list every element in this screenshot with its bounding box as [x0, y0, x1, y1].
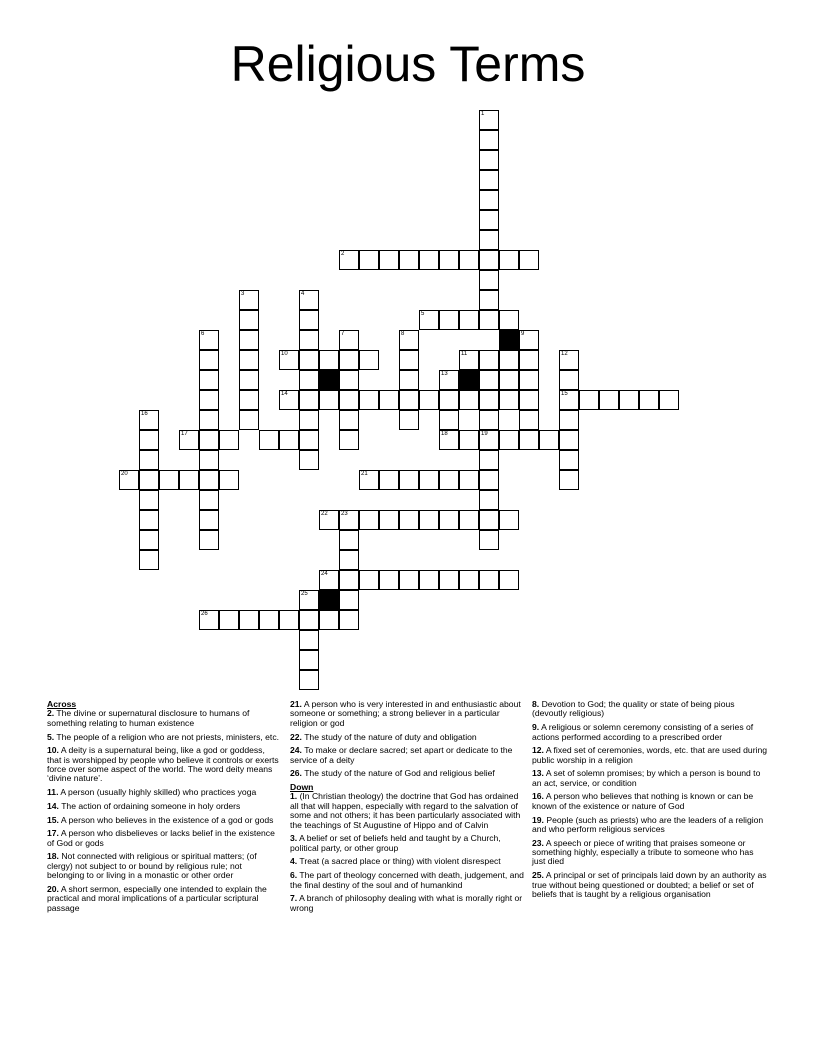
grid-cell[interactable]: [399, 350, 419, 370]
grid-cell[interactable]: [339, 610, 359, 630]
grid-cell[interactable]: [339, 390, 359, 410]
clue-number: 19: [481, 431, 488, 437]
grid-cell[interactable]: [479, 310, 499, 330]
grid-cell[interactable]: [479, 130, 499, 150]
clue-number: 25: [301, 591, 308, 597]
grid-cell[interactable]: [139, 550, 159, 570]
clue-number: 6: [201, 331, 205, 337]
grid-cell[interactable]: [179, 470, 199, 490]
grid-cell[interactable]: [279, 350, 299, 370]
grid-cell[interactable]: [439, 510, 459, 530]
grid-cell[interactable]: [399, 510, 419, 530]
grid-cell[interactable]: [299, 350, 319, 370]
clue-number: 4: [301, 291, 305, 297]
grid-cell[interactable]: [339, 570, 359, 590]
clues-column-1: [47, 700, 281, 917]
clue-item: [290, 733, 526, 742]
clue-number: 26: [201, 611, 208, 617]
clue-item-number: 25.: [532, 870, 544, 881]
grid-cell[interactable]: [299, 590, 319, 610]
clue-item: [532, 792, 768, 811]
grid-cell[interactable]: [459, 570, 479, 590]
clue-number: 7: [341, 331, 345, 337]
grid-cell[interactable]: [179, 430, 199, 450]
across-clue-list-continued: [290, 700, 526, 779]
grid-cell[interactable]: [479, 570, 499, 590]
clue-item-text: The part of theology concerned with death, judgement, and the final destiny of the soul and of humankind: [290, 870, 524, 890]
grid-cell[interactable]: [199, 450, 219, 470]
grid-cell[interactable]: [419, 570, 439, 590]
across-clue-list: [47, 709, 281, 913]
clue-item-number: 4.: [290, 856, 298, 867]
clue-item-text: The study of the nature of God and religious belief: [304, 768, 495, 779]
blocked-cell: [319, 590, 339, 610]
grid-cell[interactable]: [299, 310, 319, 330]
grid-cell[interactable]: [479, 510, 499, 530]
grid-cell[interactable]: [199, 510, 219, 530]
clue-number: 3: [241, 291, 245, 297]
grid-cell[interactable]: [479, 410, 499, 430]
grid-cell[interactable]: [199, 410, 219, 430]
grid-cell[interactable]: [299, 610, 319, 630]
clue-number: 14: [281, 391, 288, 397]
grid-cell[interactable]: [199, 330, 219, 350]
clue-item: [47, 802, 281, 811]
clue-item-number: 11.: [47, 787, 59, 798]
grid-cell[interactable]: [339, 510, 359, 530]
grid-cell[interactable]: [339, 590, 359, 610]
clue-number: 10: [281, 351, 288, 357]
clue-number: 13: [441, 371, 448, 377]
grid-cell[interactable]: [399, 250, 419, 270]
grid-cell[interactable]: [559, 390, 579, 410]
clue-number: 17: [181, 431, 188, 437]
grid-cell[interactable]: [199, 530, 219, 550]
clue-item-text: The study of the nature of duty and obligation: [304, 731, 477, 742]
clue-item-text: A person who believes that nothing is known or can be known of the existence or nature of God: [532, 791, 754, 811]
grid-cell[interactable]: [199, 490, 219, 510]
blocked-cell: [459, 370, 479, 390]
grid-cell[interactable]: [359, 470, 379, 490]
grid-cell[interactable]: [519, 350, 539, 370]
clue-item: [532, 700, 768, 719]
grid-cell[interactable]: [579, 390, 599, 410]
grid-cell[interactable]: [379, 470, 399, 490]
grid-cell[interactable]: [479, 170, 499, 190]
grid-cell[interactable]: [199, 350, 219, 370]
clue-item-text: People (such as priests) who are the leaders of a religion and who perform religious services: [532, 814, 764, 834]
grid-cell[interactable]: [359, 390, 379, 410]
down-heading: Down: [290, 782, 314, 793]
clue-number: 8: [401, 331, 405, 337]
grid-cell[interactable]: [479, 190, 499, 210]
grid-cell[interactable]: [479, 470, 499, 490]
grid-cell[interactable]: [499, 310, 519, 330]
grid-cell[interactable]: [379, 570, 399, 590]
clues-column-3: [532, 700, 768, 904]
grid-cell[interactable]: [279, 390, 299, 410]
clue-item: [47, 746, 281, 784]
grid-cell[interactable]: [239, 330, 259, 350]
grid-cell[interactable]: [439, 410, 459, 430]
grid-cell[interactable]: [359, 350, 379, 370]
clue-item-number: 1.: [290, 791, 298, 802]
grid-cell[interactable]: [239, 610, 259, 630]
down-clue-list-continued: [532, 700, 768, 899]
clue-number: 24: [321, 571, 328, 577]
clue-number: 15: [561, 391, 568, 397]
grid-cell[interactable]: [479, 530, 499, 550]
grid-cell[interactable]: [279, 610, 299, 630]
clue-item-number: 24.: [290, 745, 302, 756]
grid-cell[interactable]: [239, 310, 259, 330]
grid-cell[interactable]: [499, 250, 519, 270]
grid-cell[interactable]: [519, 430, 539, 450]
clue-item: [532, 839, 768, 867]
grid-cell[interactable]: [299, 650, 319, 670]
grid-cell[interactable]: [339, 330, 359, 350]
grid-cell[interactable]: [439, 430, 459, 450]
grid-cell[interactable]: [519, 410, 539, 430]
grid-cell[interactable]: [499, 510, 519, 530]
clue-item-number: 26.: [290, 768, 302, 779]
clue-item-text: A deity is a supernatural being, like a god or goddess, that is worshipped by people who believe it controls or exerts force over some aspect of the world. The word deity means ‘divine nature’.: [47, 745, 279, 784]
grid-cell[interactable]: [419, 250, 439, 270]
grid-cell[interactable]: [239, 370, 259, 390]
grid-cell[interactable]: [139, 490, 159, 510]
grid-cell[interactable]: [599, 390, 619, 410]
grid-cell[interactable]: [479, 390, 499, 410]
grid-cell[interactable]: [299, 670, 319, 690]
clue-item-number: 16.: [532, 791, 544, 802]
clue-item-number: 9.: [532, 722, 540, 733]
grid-cell[interactable]: [399, 470, 419, 490]
grid-cell[interactable]: [139, 430, 159, 450]
grid-cell[interactable]: [339, 410, 359, 430]
grid-cell[interactable]: [299, 290, 319, 310]
grid-cell[interactable]: [459, 510, 479, 530]
clue-item-number: 14.: [47, 800, 59, 811]
grid-cell[interactable]: [159, 470, 179, 490]
grid-cell[interactable]: [399, 410, 419, 430]
grid-cell[interactable]: [319, 510, 339, 530]
clue-item-text: Devotion to God; the quality or state of being pious (devoutly religious): [532, 699, 735, 719]
grid-cell[interactable]: [139, 530, 159, 550]
clue-number: 16: [141, 411, 148, 417]
grid-cell[interactable]: [339, 430, 359, 450]
clue-item: [290, 746, 526, 765]
clue-item: [290, 857, 526, 866]
grid-cell[interactable]: [419, 310, 439, 330]
grid-cell[interactable]: [359, 250, 379, 270]
blocked-cell: [319, 370, 339, 390]
clue-item-number: 18.: [47, 851, 59, 862]
grid-cell[interactable]: [299, 630, 319, 650]
grid-cell[interactable]: [519, 330, 539, 350]
grid-cell[interactable]: [479, 210, 499, 230]
grid-cell[interactable]: [459, 310, 479, 330]
grid-cell[interactable]: [299, 430, 319, 450]
clue-item-text: The action of ordaining someone in holy orders: [61, 800, 241, 811]
grid-cell[interactable]: [499, 390, 519, 410]
grid-cell[interactable]: [439, 390, 459, 410]
grid-cell[interactable]: [479, 490, 499, 510]
grid-cell[interactable]: [479, 450, 499, 470]
clue-item-text: The divine or supernatural disclosure to humans of something relating to human existence: [47, 708, 250, 728]
grid-cell[interactable]: [539, 430, 559, 450]
clue-number: 1: [481, 111, 485, 117]
blocked-cell: [499, 330, 519, 350]
grid-cell[interactable]: [279, 430, 299, 450]
clue-number: 2: [341, 251, 345, 257]
grid-cell[interactable]: [299, 450, 319, 470]
grid-cell[interactable]: [299, 390, 319, 410]
grid-cell[interactable]: [479, 150, 499, 170]
clue-item-number: 13.: [532, 768, 544, 779]
grid-cell[interactable]: [319, 570, 339, 590]
grid-cell[interactable]: [459, 350, 479, 370]
grid-cell[interactable]: [559, 370, 579, 390]
grid-cell[interactable]: [119, 470, 139, 490]
grid-cell[interactable]: [419, 510, 439, 530]
grid-cell[interactable]: [139, 470, 159, 490]
puzzle-title: Religious Terms: [230, 36, 586, 92]
grid-cell[interactable]: [479, 370, 499, 390]
clue-item: [47, 885, 281, 913]
grid-cell[interactable]: [519, 390, 539, 410]
grid-cell[interactable]: [339, 250, 359, 270]
across-heading: Across: [47, 699, 77, 709]
clue-item-number: 22.: [290, 731, 302, 742]
grid-cell[interactable]: [359, 570, 379, 590]
clue-item-text: The people of a religion who are not priests, ministers, etc.: [56, 731, 280, 742]
clue-item: [290, 834, 526, 853]
clue-item: [532, 871, 768, 899]
grid-cell[interactable]: [559, 450, 579, 470]
clue-item-number: 2.: [47, 708, 55, 719]
grid-cell[interactable]: [319, 610, 339, 630]
grid-cell[interactable]: [439, 250, 459, 270]
clue-item-text: A religious or solemn ceremony consisting of a series of actions performed according to a prescribed order: [532, 722, 754, 742]
grid-cell[interactable]: [199, 470, 219, 490]
clue-item-number: 5.: [47, 731, 55, 742]
grid-cell[interactable]: [439, 370, 459, 390]
grid-cell[interactable]: [479, 270, 499, 290]
grid-cell[interactable]: [139, 410, 159, 430]
clue-item-text: Not connected with religious or spiritual matters; (of clergy) not subject to or bound by religious rule; not belonging to or living in a monastic or other order: [47, 851, 257, 881]
grid-cell[interactable]: [399, 570, 419, 590]
grid-cell[interactable]: [459, 390, 479, 410]
grid-cell[interactable]: [499, 430, 519, 450]
grid-cell[interactable]: [219, 470, 239, 490]
clue-item-number: 10.: [47, 745, 59, 756]
grid-cell[interactable]: [459, 470, 479, 490]
grid-cell[interactable]: [339, 370, 359, 390]
clue-item: [47, 816, 281, 825]
clue-item: [47, 852, 281, 880]
grid-cell[interactable]: [239, 410, 259, 430]
clue-item-text: A short sermon, especially one intended to explain the practical and moral implications of a particular scriptural passage: [47, 883, 267, 913]
grid-cell[interactable]: [259, 610, 279, 630]
clue-item-text: (In Christian theology) the doctrine that God has ordained all that will happen, especially with regard to the salvation of some and not others; it has been particularly associated with the teachings of St Augustine of Hippo and of Calvin: [290, 791, 521, 830]
clue-item: [290, 894, 526, 913]
clue-item: [532, 816, 768, 835]
clue-item-number: 12.: [532, 745, 544, 756]
grid-cell[interactable]: [259, 430, 279, 450]
grid-cell[interactable]: [519, 370, 539, 390]
clue-item-number: 8.: [532, 699, 540, 709]
clue-item: [47, 733, 281, 742]
grid-cell[interactable]: [199, 390, 219, 410]
clue-item-text: A belief or set of beliefs held and taught by a Church, political party, or other group: [290, 833, 501, 853]
grid-cell[interactable]: [379, 390, 399, 410]
grid-cell[interactable]: [319, 350, 339, 370]
clue-item-text: A person who is very interested in and enthusiastic about someone or something; a strong believer in a particular religion or god: [290, 699, 521, 728]
grid-cell[interactable]: [339, 350, 359, 370]
clue-item-number: 21.: [290, 699, 302, 709]
grid-cell[interactable]: [479, 110, 499, 130]
clue-item-text: A person who believes in the existence of a god or gods: [60, 814, 274, 825]
clue-item-number: 3.: [290, 833, 298, 844]
clue-item-number: 15.: [47, 814, 59, 825]
clue-item-number: 19.: [532, 814, 544, 825]
grid-cell[interactable]: [479, 290, 499, 310]
grid-cell[interactable]: [619, 390, 639, 410]
down-clue-list: [290, 792, 526, 913]
clue-number: 22: [321, 511, 328, 517]
clue-item: [532, 723, 768, 742]
clue-number: 12: [561, 351, 568, 357]
grid-cell[interactable]: [499, 570, 519, 590]
clue-item-text: A principal or set of principals laid down by an authority as true without being questioned or doubted; a belief or set of beliefs that is taught by a religious organisation: [532, 870, 767, 899]
clue-number: 21: [361, 471, 368, 477]
grid-cell[interactable]: [559, 430, 579, 450]
grid-cell[interactable]: [479, 230, 499, 250]
clue-item: [290, 700, 526, 728]
grid-cell[interactable]: [139, 450, 159, 470]
clue-number: 23: [341, 511, 348, 517]
clue-item-number: 6.: [290, 870, 298, 881]
clue-item-text: A set of solemn promises; by which a person is bound to an act, service, or condition: [532, 768, 761, 788]
clue-item: [290, 769, 526, 778]
grid-cell[interactable]: [419, 390, 439, 410]
grid-cell[interactable]: [199, 370, 219, 390]
grid-cell[interactable]: [139, 510, 159, 530]
grid-cell[interactable]: [659, 390, 679, 410]
clue-number: 9: [521, 331, 525, 337]
grid-cell[interactable]: [379, 510, 399, 530]
grid-cell[interactable]: [199, 430, 219, 450]
clue-number: 20: [121, 471, 128, 477]
clue-item: [290, 792, 526, 830]
grid-cell[interactable]: [639, 390, 659, 410]
grid-cell[interactable]: [499, 350, 519, 370]
grid-cell[interactable]: [299, 370, 319, 390]
clue-item: [290, 871, 526, 890]
clue-number: 11: [461, 351, 468, 357]
clue-item-text: A speech or piece of writing that praises someone or something highly, especially a tribute to someone who has just died: [532, 837, 754, 867]
grid-cell[interactable]: [399, 330, 419, 350]
grid-cell[interactable]: [359, 510, 379, 530]
clue-item: [47, 709, 281, 728]
clue-item-text: A person (usually highly skilled) who practices yoga: [60, 787, 257, 798]
grid-cell[interactable]: [559, 410, 579, 430]
grid-cell[interactable]: [419, 470, 439, 490]
grid-cell[interactable]: [399, 390, 419, 410]
clue-item-number: 23.: [532, 837, 544, 848]
clue-item-text: A person who disbelieves or lacks belief in the existence of God or gods: [47, 828, 275, 848]
grid-cell[interactable]: [299, 330, 319, 350]
grid-cell[interactable]: [339, 530, 359, 550]
grid-cell[interactable]: [219, 430, 239, 450]
grid-cell[interactable]: [519, 250, 539, 270]
clue-item-number: 17.: [47, 828, 59, 839]
clues-column-2: [290, 700, 526, 917]
grid-cell[interactable]: [559, 350, 579, 370]
clue-item: [532, 746, 768, 765]
grid-cell[interactable]: [239, 290, 259, 310]
clue-number: 5: [421, 311, 425, 317]
grid-cell[interactable]: [219, 610, 239, 630]
clue-item-text: To make or declare sacred; set apart or dedicate to the service of a deity: [290, 745, 513, 765]
grid-cell[interactable]: [379, 250, 399, 270]
grid-cell[interactable]: [479, 250, 499, 270]
clue-item: [47, 788, 281, 797]
grid-cell[interactable]: [339, 550, 359, 570]
clue-number: 18: [441, 431, 448, 437]
grid-cell[interactable]: [479, 350, 499, 370]
clue-item: [532, 769, 768, 788]
grid-cell[interactable]: [399, 370, 419, 390]
clue-item: [47, 829, 281, 848]
clue-item-number: 20.: [47, 883, 59, 894]
grid-cell[interactable]: [439, 470, 459, 490]
clue-item-number: 7.: [290, 893, 298, 904]
grid-cell[interactable]: [319, 390, 339, 410]
grid-cell[interactable]: [199, 610, 219, 630]
grid-cell[interactable]: [459, 250, 479, 270]
clue-item-text: A fixed set of ceremonies, words, etc. that are used during public worship in a religion: [532, 745, 768, 765]
grid-cell[interactable]: [239, 390, 259, 410]
clue-item-text: Treat (a sacred place or thing) with violent disrespect: [299, 856, 501, 867]
grid-cell[interactable]: [479, 430, 499, 450]
grid-cell[interactable]: [239, 350, 259, 370]
grid-cell[interactable]: [439, 310, 459, 330]
grid-cell[interactable]: [559, 470, 579, 490]
clue-item-text: A branch of philosophy dealing with what is morally right or wrong: [290, 893, 523, 913]
grid-cell[interactable]: [299, 410, 319, 430]
grid-cell[interactable]: [459, 430, 479, 450]
grid-cell[interactable]: [499, 370, 519, 390]
grid-cell[interactable]: [439, 570, 459, 590]
